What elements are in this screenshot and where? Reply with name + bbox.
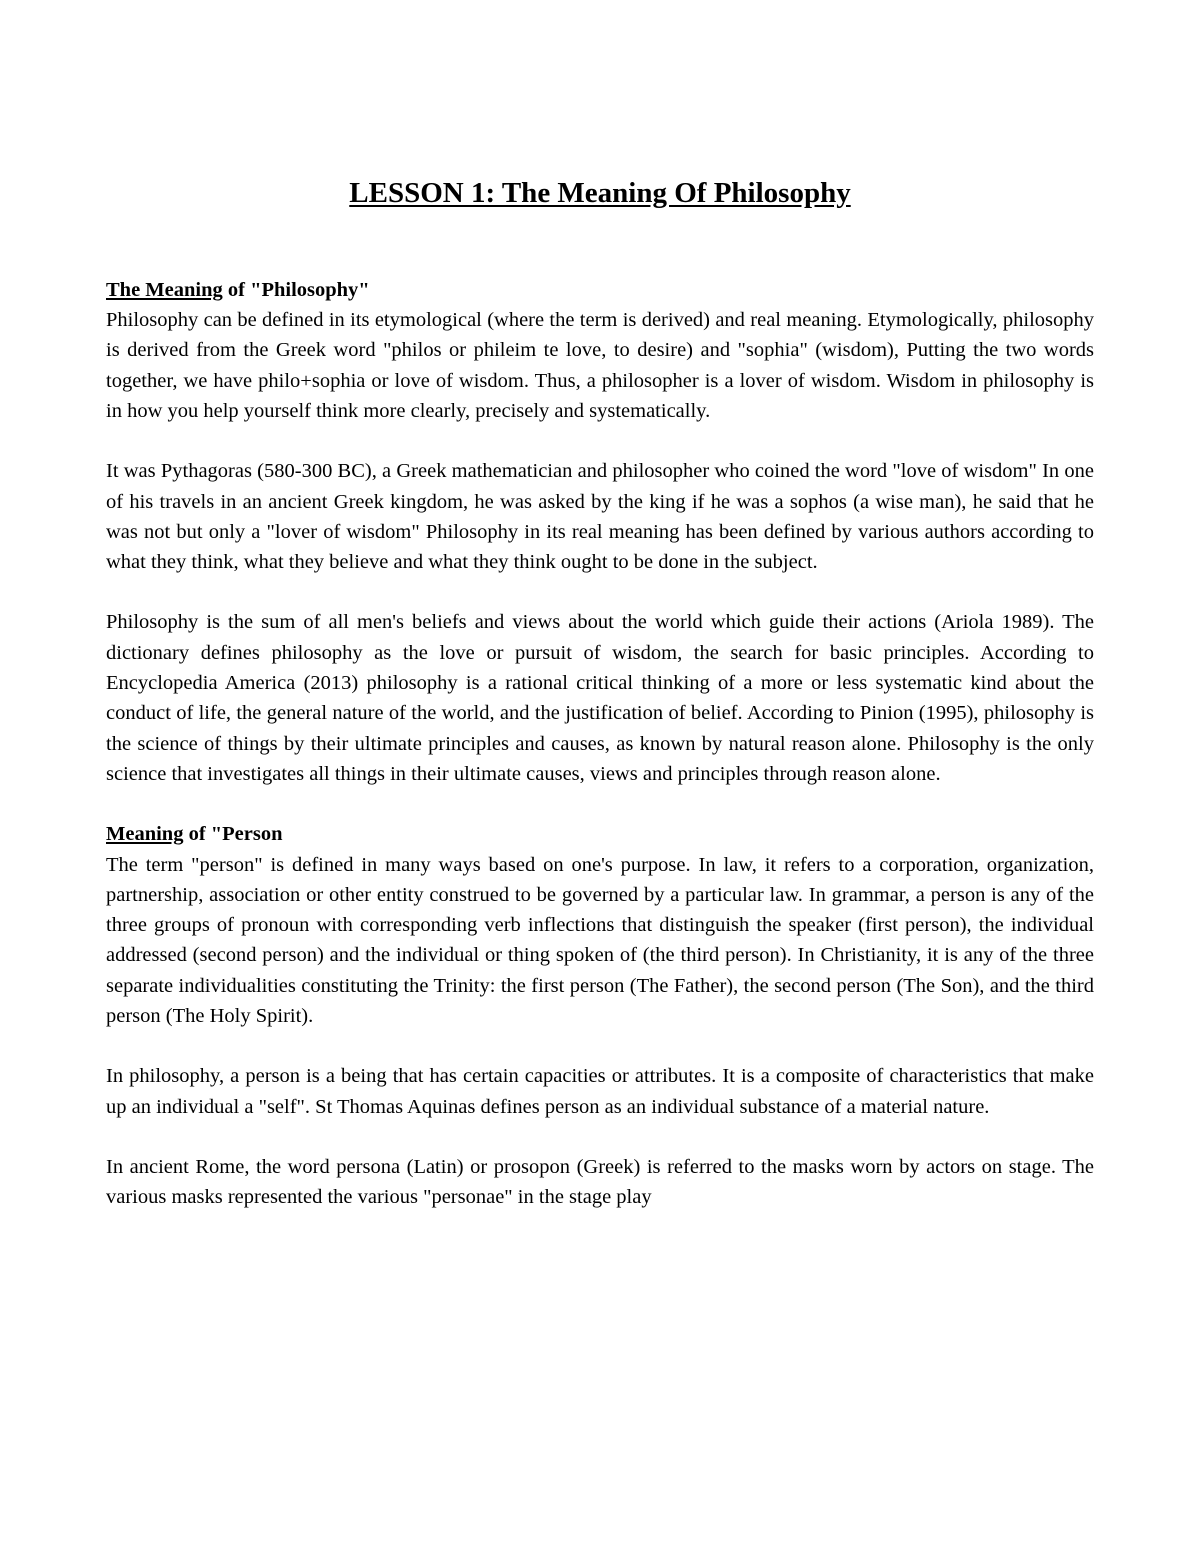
paragraph: In philosophy, a person is a being that has certain capacities or attributes. It is a composite of characteristics that make up an individual a "self". St Thomas Aquinas defines person as an individual substance of a material nature. xyxy=(106,1065,1094,1118)
section-heading-underlined: Meaning xyxy=(106,823,184,846)
paragraph: It was Pythagoras (580-300 BC), a Greek mathematician and philosopher who coined the word "love of wisdom" In one of his travels in an ancient Greek kingdom, he was asked by the king if he was a sophos (a wise man), he said that he was not but only a "lover of wisdom" Philosophy in its real meaning has been defined by various authors according to what they think, what they believe and what they think ought to be done in the subject. xyxy=(106,460,1094,574)
paragraph: Philosophy is the sum of all men's beliefs and views about the world which guide their actions (Ariola 1989). The dictionary defines philosophy as the love or pursuit of wisdom, the search for basic principles. According to Encyclopedia America (2013) philosophy is a rational critical thinking of a more or less systematic kind about the conduct of life, the general nature of the world, and the justification of belief. According to Pinion (1995), philosophy is the science of things by their ultimate principles and causes, as known by natural reason alone. Philosophy is the only science that investigates all things in their ultimate causes, views and principles through reason alone. xyxy=(106,611,1094,785)
section-heading xyxy=(106,275,1094,305)
section-meaning-of-philosophy xyxy=(106,275,1094,789)
page-title: LESSON 1: The Meaning Of Philosophy xyxy=(349,177,851,209)
section-meaning-of-person xyxy=(106,819,1094,1212)
section-heading-rest: of "Person xyxy=(183,823,283,846)
section-heading-underlined: The Meaning xyxy=(106,278,223,301)
section-heading xyxy=(106,819,1094,849)
paragraph: Philosophy can be defined in its etymological (where the term is derived) and real meaning. Etymologically, philosophy is derived from the Greek word "philos or phileim te love, to desire) and "sophia" (wisdom), Putting the two words together, we have philo+sophia or love of wisdom. Thus, a philosopher is a lover of wisdom. Wisdom in philosophy is in how you help yourself think more clearly, precisely and systematically. xyxy=(106,309,1094,422)
paragraph: In ancient Rome, the word persona (Latin) or prosopon (Greek) is referred to the masks worn by actors on stage. The various masks represented the various "personae" in the stage play xyxy=(106,1155,1094,1209)
document-page xyxy=(106,176,1094,1243)
section-heading-rest: of "Philosophy" xyxy=(222,278,370,301)
paragraph: The term "person" is defined in many ways based on one's purpose. In law, it refers to a corporation, organization, partnership, association or other entity construed to be governed by a particular law. In grammar, a person is any of the three groups of pronoun with corresponding verb inflections that distinguish the speaker (first person), the individual addressed (second person) and the individual or thing spoken of (the third person). In Christianity, it is any of the three separate individualities constituting the Trinity: the first person (The Father), the second person (The Son), and the third person (The Holy Spirit). xyxy=(106,853,1094,1028)
